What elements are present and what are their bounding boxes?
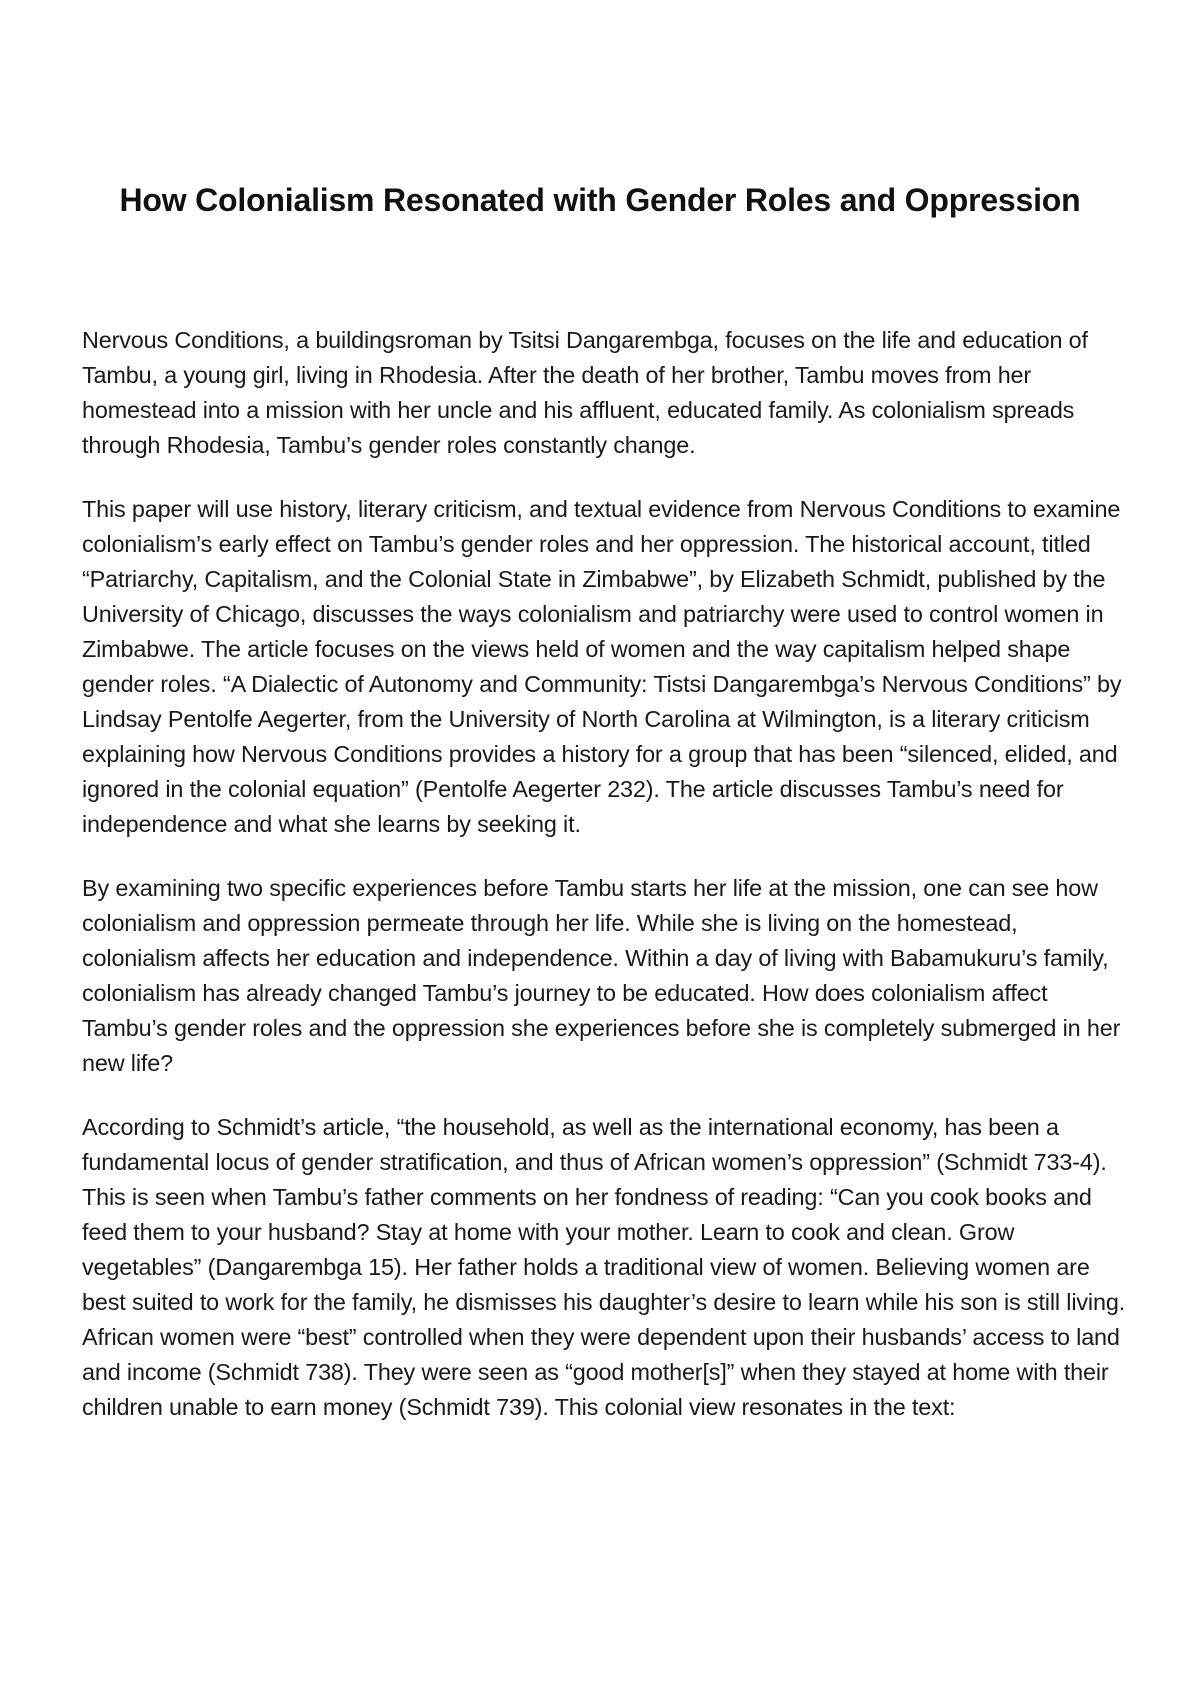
document-title: How Colonialism Resonated with Gender Roles and Oppression (119, 182, 1081, 218)
document-body (82, 323, 1132, 1454)
paragraph-thesis: By examining two specific experiences before Tambu starts her life at the mission, one can see how colonialism and oppression permeate through her life. While she is living on the homestead, colonialism affects her education and independence. Within a day of living with Babamukuru’s family, colonialism has already changed Tambu’s journey to be educated. How does colonialism affect Tambu’s gender roles and the oppression she experiences before she is completely submerged in her new life? (82, 875, 1121, 1076)
paragraph-intro: Nervous Conditions, a buildingsroman by Tsitsi Dangarembga, focuses on the life and education of Tambu, a young girl, living in Rhodesia. After the death of her brother, Tambu moves from her homestead into a mission with her uncle and his affluent, educated family. As colonialism spreads through Rhodesia, Tambu’s gender roles constantly change. (82, 327, 1088, 458)
paragraph-sources: This paper will use history, literary criticism, and textual evidence from Nervous Conditions to examine colonialism’s early effect on Tambu’s gender roles and her oppression. The historical account, titled “Patriarchy, Capitalism, and the Colonial State in Zimbabwe”, by Elizabeth Schmidt, published by the University of Chicago, discusses the ways colonialism and patriarchy were used to control women in Zimbabwe. The article focuses on the views held of women and the way capitalism helped shape gender roles. “A Dialectic of Autonomy and Community: Tistsi Dangarembga’s Nervous Conditions” by Lindsay Pentolfe Aegerter, from the University of North Carolina at Wilmington, is a literary criticism explaining how Nervous Conditions provides a history for a group that has been “silenced, elided, and ignored in the colonial equation” (Pentolfe Aegerter 232). The article discusses Tambu’s need for independence and what she learns by seeking it. (82, 496, 1122, 837)
paragraph-schmidt-analysis: According to Schmidt’s article, “the household, as well as the international economy, has been a fundamental locus of gender stratification, and thus of African women’s oppression” (Schmidt 733-4). This is seen when Tambu’s father comments on her fondness of reading: “Can you cook books and feed them to your husband? Stay at home with your mother. Learn to cook and clean. Grow vegetables” (Dangarembga 15). Her father holds a traditional view of women. Believing women are best suited to work for the family, he dismisses his daughter’s desire to learn while his son is still living. African women were “best” controlled when they were dependent upon their husbands’ access to land and income (Schmidt 738). They were seen as “good mother[s]” when they stayed at home with their children unable to earn money (Schmidt 739). This colonial view resonates in the text: (82, 1114, 1126, 1420)
